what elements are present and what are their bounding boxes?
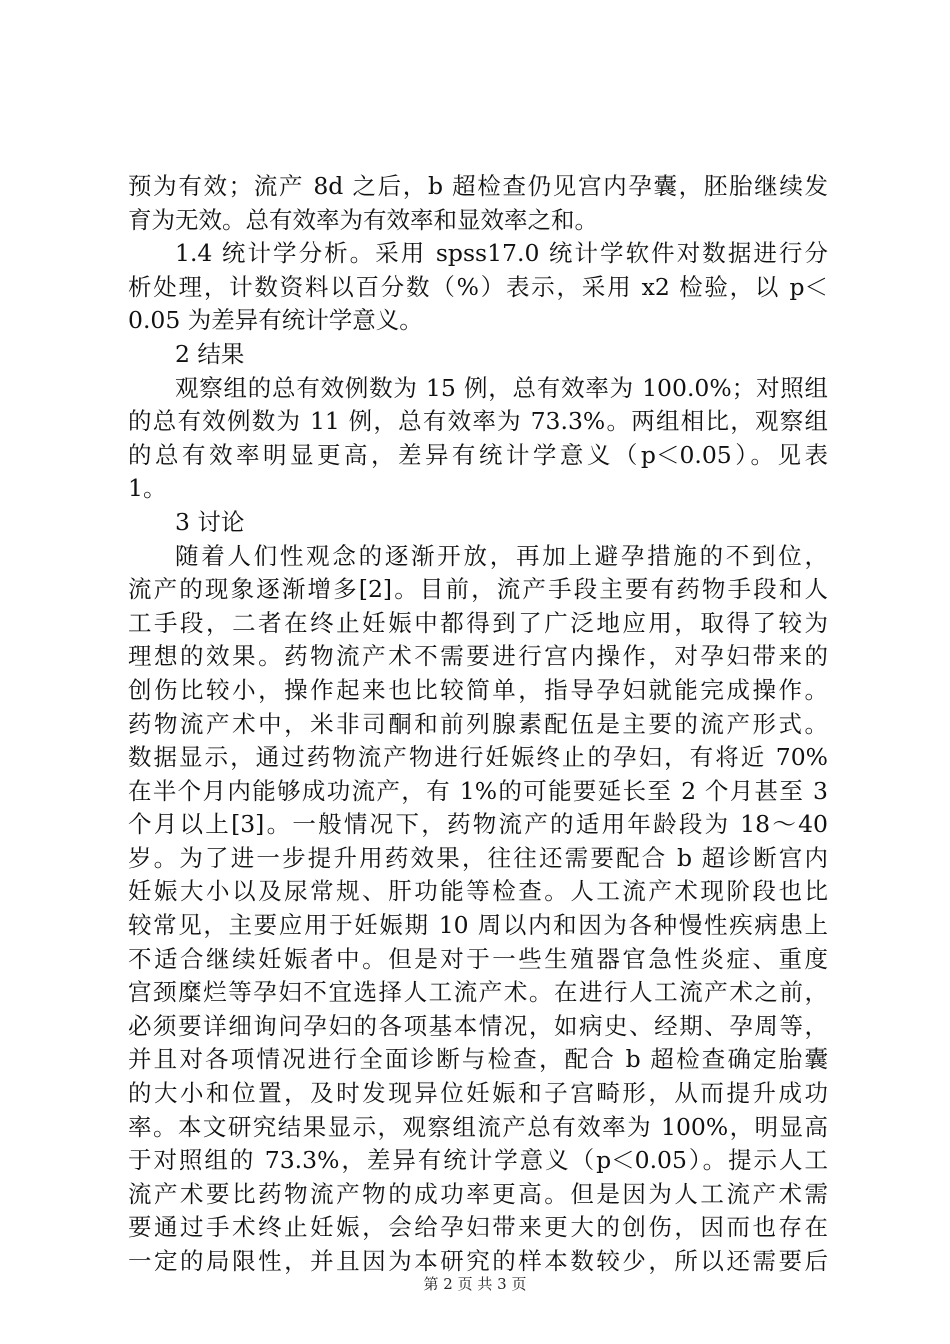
text-line: 的总有效例数为 11 例，总有效率为 73.3%。两组相比，观察组 bbox=[128, 407, 828, 436]
text-line: 在半个月内能够成功流产，有 1%的可能要延长至 2 个月甚至 3 bbox=[128, 776, 828, 805]
section-heading: 3 讨论 bbox=[175, 507, 245, 536]
text-line: 较常见，主要应用于妊娠期 10 周以内和因为各种慢性疾病患上 bbox=[128, 911, 828, 940]
text-line: 于对照组的 73.3%，差异有统计学意义（p＜0.05）。提示人工 bbox=[128, 1146, 828, 1175]
text-line: 药物流产术中，米非司酮和前列腺素配伍是主要的流产形式。 bbox=[128, 709, 828, 738]
text-line: 率。本文研究结果显示，观察组流产总有效率为 100%，明显高 bbox=[128, 1112, 828, 1141]
text-line: 理想的效果。药物流产术不需要进行宫内操作，对孕妇带来的 bbox=[128, 642, 828, 671]
page-footer: 第 2 页 共 3 页 bbox=[423, 1275, 527, 1293]
text-line: 一定的局限性，并且因为本研究的样本数较少，所以还需要后 bbox=[128, 1247, 828, 1275]
text-line: 个月以上[3]。一般情况下，药物流产的适用年龄段为 18～40 bbox=[128, 810, 828, 839]
text-line: 随着人们性观念的逐渐开放，再加上避孕措施的不到位， bbox=[175, 541, 828, 570]
text-line: 析处理，计数资料以百分数（%）表示，采用 x2 检验，以 p＜ bbox=[128, 272, 828, 301]
text-line: 岁。为了进一步提升用药效果，往往还需要配合 b 超诊断宫内 bbox=[128, 843, 828, 872]
text-line: 流产术要比药物流产物的成功率更高。但是因为人工流产术需 bbox=[128, 1179, 828, 1208]
body-text bbox=[128, 170, 828, 1279]
section-heading: 2 结果 bbox=[175, 339, 245, 368]
text-line: 必须要详细询问孕妇的各项基本情况，如病史、经期、孕周等， bbox=[128, 1011, 828, 1040]
text-line: 1。 bbox=[128, 474, 167, 503]
text-line: 数据显示，通过药物流产物进行妊娠终止的孕妇，有将近 70% bbox=[128, 743, 828, 772]
text-line: 宫颈糜烂等孕妇不宜选择人工流产术。在进行人工流产术之前， bbox=[128, 978, 828, 1007]
text-line: 并且对各项情况进行全面诊断与检查，配合 b 超检查确定胎囊 bbox=[128, 1045, 828, 1074]
text-line: 要通过手术终止妊娠，会给孕妇带来更大的创伤，因而也存在 bbox=[128, 1213, 828, 1242]
text-line: 0.05 为差异有统计学意义。 bbox=[128, 306, 423, 335]
text-line: 预为有效；流产 8d 之后，b 超检查仍见宫内孕囊，胚胎继续发 bbox=[128, 172, 828, 200]
text-line: 创伤比较小，操作起来也比较简单，指导孕妇就能完成操作。 bbox=[128, 675, 828, 704]
text-line: 育为无效。总有效率为有效率和显效率之和。 bbox=[128, 205, 598, 234]
text-line: 妊娠大小以及尿常规、肝功能等检查。人工流产术现阶段也比 bbox=[128, 877, 828, 906]
text-line: 工手段，二者在终止妊娠中都得到了广泛地应用，取得了较为 bbox=[128, 608, 828, 637]
text-line: 的总有效率明显更高，差异有统计学意义（p＜0.05）。见表 bbox=[128, 440, 828, 469]
text-line: 1.4 统计学分析。采用 spss17.0 统计学软件对数据进行分 bbox=[175, 239, 828, 268]
text-line: 观察组的总有效例数为 15 例，总有效率为 100.0%；对照组 bbox=[175, 373, 828, 402]
text-line: 不适合继续妊娠者中。但是对于一些生殖器官急性炎症、重度 bbox=[128, 944, 828, 973]
text-line: 的大小和位置，及时发现异位妊娠和子宫畸形，从而提升成功 bbox=[128, 1079, 828, 1108]
text-line: 流产的现象逐渐增多[2]。目前，流产手段主要有药物手段和人 bbox=[128, 575, 828, 604]
